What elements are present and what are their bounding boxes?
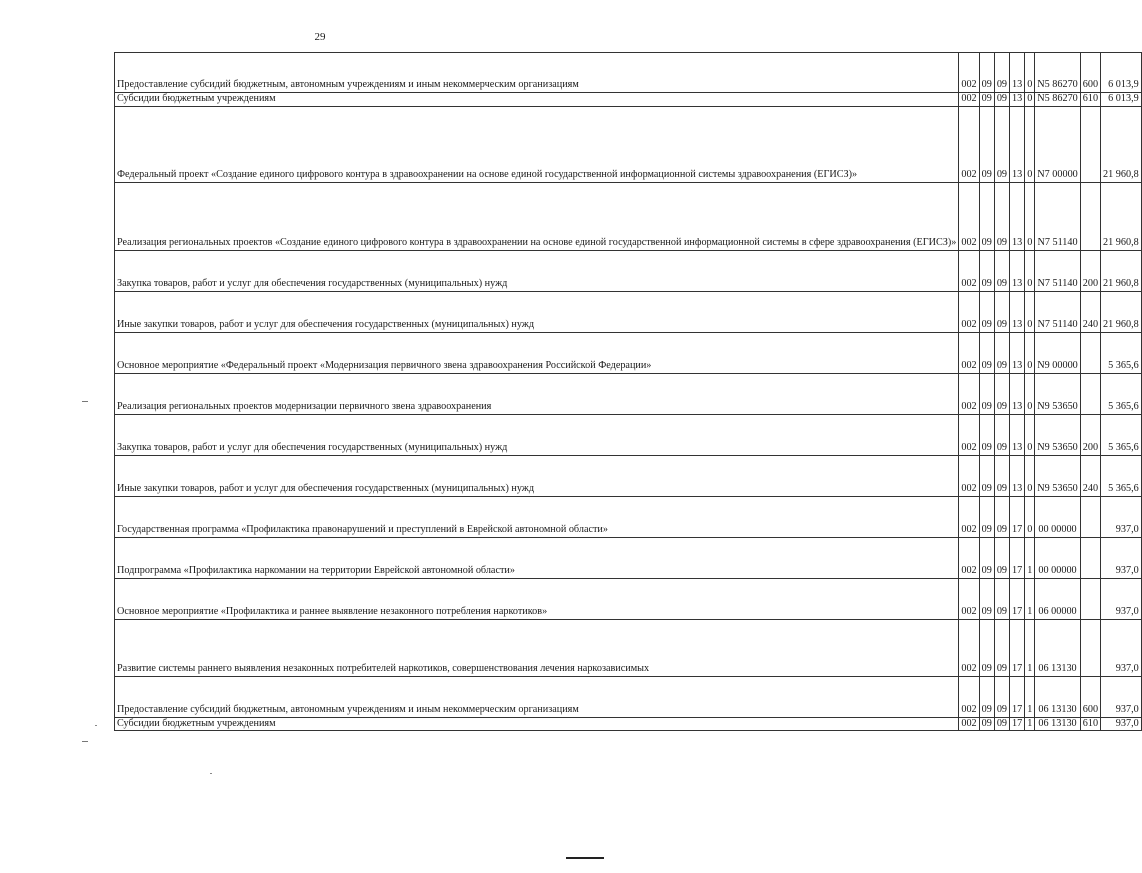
subsection-code: 09 <box>994 676 1009 717</box>
expense-type-code <box>1080 373 1100 414</box>
amount-cell: 5 365,6 <box>1101 373 1142 414</box>
amount-cell: 5 365,6 <box>1101 414 1142 455</box>
program-code: 13 <box>1010 106 1025 182</box>
subprogram-code: 1 <box>1025 619 1035 676</box>
table-body <box>115 53 1142 731</box>
subprogram-code: 0 <box>1025 291 1035 332</box>
table-row <box>115 619 1142 676</box>
program-code: 13 <box>1010 53 1025 93</box>
section-code: 09 <box>979 291 994 332</box>
program-code: 17 <box>1010 676 1025 717</box>
subprogram-code: 0 <box>1025 93 1035 107</box>
target-article-code: N7 51140 <box>1035 182 1080 250</box>
ministry-code: 002 <box>959 182 979 250</box>
section-code: 09 <box>979 182 994 250</box>
expense-type-code: 240 <box>1080 291 1100 332</box>
section-code: 09 <box>979 717 994 731</box>
program-code: 17 <box>1010 496 1025 537</box>
program-code: 13 <box>1010 291 1025 332</box>
ministry-code: 002 <box>959 373 979 414</box>
target-article-code: N7 00000 <box>1035 106 1080 182</box>
amount-cell: 937,0 <box>1101 717 1142 731</box>
bottom-rule <box>566 857 604 859</box>
amount-cell: 937,0 <box>1101 578 1142 619</box>
ministry-code: 002 <box>959 93 979 107</box>
program-code: 13 <box>1010 373 1025 414</box>
table-row <box>115 676 1142 717</box>
subprogram-code: 0 <box>1025 53 1035 93</box>
expense-type-code <box>1080 537 1100 578</box>
table-row <box>115 578 1142 619</box>
table-row <box>115 496 1142 537</box>
amount-cell: 21 960,8 <box>1101 291 1142 332</box>
subprogram-code: 0 <box>1025 496 1035 537</box>
ministry-code: 002 <box>959 250 979 291</box>
ministry-code: 002 <box>959 676 979 717</box>
ministry-code: 002 <box>959 496 979 537</box>
program-code: 13 <box>1010 455 1025 496</box>
subsection-code: 09 <box>994 578 1009 619</box>
program-code: 13 <box>1010 93 1025 107</box>
expense-type-code <box>1080 106 1100 182</box>
row-name: Предоставление субсидий бюджетным, автономным учреждениям и иным некоммерческим организациям <box>115 53 959 93</box>
subsection-code: 09 <box>994 717 1009 731</box>
subprogram-code: 0 <box>1025 250 1035 291</box>
amount-cell: 937,0 <box>1101 537 1142 578</box>
ministry-code: 002 <box>959 717 979 731</box>
expense-type-code <box>1080 496 1100 537</box>
section-code: 09 <box>979 455 994 496</box>
ministry-code: 002 <box>959 537 979 578</box>
subsection-code: 09 <box>994 373 1009 414</box>
target-article-code: N7 51140 <box>1035 291 1080 332</box>
target-article-code: N9 53650 <box>1035 414 1080 455</box>
amount-cell: 6 013,9 <box>1101 93 1142 107</box>
amount-cell: 937,0 <box>1101 496 1142 537</box>
section-code: 09 <box>979 250 994 291</box>
amount-cell: 21 960,8 <box>1101 182 1142 250</box>
program-code: 17 <box>1010 619 1025 676</box>
row-name: Основное мероприятие «Федеральный проект «Модернизация первичного звена здравоохранения Российской Федерации» <box>115 332 959 373</box>
subprogram-code: 0 <box>1025 332 1035 373</box>
row-name: Государственная программа «Профилактика правонарушений и преступлений в Еврейской автономной области» <box>115 496 959 537</box>
table-row <box>115 332 1142 373</box>
page-number: 29 <box>314 31 326 43</box>
subprogram-code: 1 <box>1025 537 1035 578</box>
subsection-code: 09 <box>994 414 1009 455</box>
section-code: 09 <box>979 619 994 676</box>
expense-type-code <box>1080 182 1100 250</box>
expense-type-code: 600 <box>1080 53 1100 93</box>
target-article-code: 06 13130 <box>1035 619 1080 676</box>
subsection-code: 09 <box>994 182 1009 250</box>
row-name: Закупка товаров, работ и услуг для обеспечения государственных (муниципальных) нужд <box>115 414 959 455</box>
ministry-code: 002 <box>959 578 979 619</box>
row-name: Реализация региональных проектов «Создание единого цифрового контура в здравоохранении на основе единой государственной информационной системы в сфере здравоохранения (ЕГИСЗ)» <box>115 182 959 250</box>
ministry-code: 002 <box>959 414 979 455</box>
subsection-code: 09 <box>994 291 1009 332</box>
margin-mark <box>82 741 88 742</box>
scan-dot <box>95 725 97 726</box>
row-name: Подпрограмма «Профилактика наркомании на территории Еврейской автономной области» <box>115 537 959 578</box>
expense-type-code: 200 <box>1080 250 1100 291</box>
expense-type-code <box>1080 578 1100 619</box>
section-code: 09 <box>979 373 994 414</box>
subprogram-code: 1 <box>1025 717 1035 731</box>
program-code: 13 <box>1010 414 1025 455</box>
table-row <box>115 250 1142 291</box>
row-name: Иные закупки товаров, работ и услуг для обеспечения государственных (муниципальных) нужд <box>115 455 959 496</box>
section-code: 09 <box>979 332 994 373</box>
amount-cell: 937,0 <box>1101 676 1142 717</box>
subprogram-code: 0 <box>1025 106 1035 182</box>
program-code: 13 <box>1010 250 1025 291</box>
subsection-code: 09 <box>994 250 1009 291</box>
amount-cell: 937,0 <box>1101 619 1142 676</box>
section-code: 09 <box>979 93 994 107</box>
table-row <box>115 414 1142 455</box>
table-row <box>115 53 1142 93</box>
margin-mark <box>82 401 88 402</box>
section-code: 09 <box>979 53 994 93</box>
program-code: 13 <box>1010 182 1025 250</box>
amount-cell: 5 365,6 <box>1101 455 1142 496</box>
subprogram-code: 0 <box>1025 414 1035 455</box>
target-article-code: N5 86270 <box>1035 53 1080 93</box>
expense-type-code: 600 <box>1080 676 1100 717</box>
section-code: 09 <box>979 676 994 717</box>
ministry-code: 002 <box>959 106 979 182</box>
scan-dot <box>210 773 212 774</box>
row-name: Реализация региональных проектов модернизации первичного звена здравоохранения <box>115 373 959 414</box>
expense-type-code: 240 <box>1080 455 1100 496</box>
subsection-code: 09 <box>994 619 1009 676</box>
subsection-code: 09 <box>994 53 1009 93</box>
budget-table <box>114 52 1142 731</box>
expense-type-code: 610 <box>1080 93 1100 107</box>
row-name: Закупка товаров, работ и услуг для обеспечения государственных (муниципальных) нужд <box>115 250 959 291</box>
target-article-code: 06 13130 <box>1035 676 1080 717</box>
row-name: Субсидии бюджетным учреждениям <box>115 717 959 731</box>
program-code: 17 <box>1010 578 1025 619</box>
subsection-code: 09 <box>994 537 1009 578</box>
table-row <box>115 93 1142 107</box>
subprogram-code: 0 <box>1025 455 1035 496</box>
expense-type-code <box>1080 619 1100 676</box>
row-name: Федеральный проект «Создание единого цифрового контура в здравоохранении на основе единой государственной информационной системы здравоохранения (ЕГИСЗ)» <box>115 106 959 182</box>
ministry-code: 002 <box>959 291 979 332</box>
program-code: 17 <box>1010 537 1025 578</box>
expense-type-code <box>1080 332 1100 373</box>
target-article-code: 06 00000 <box>1035 578 1080 619</box>
table-row <box>115 537 1142 578</box>
section-code: 09 <box>979 537 994 578</box>
table-row <box>115 455 1142 496</box>
program-code: 17 <box>1010 717 1025 731</box>
section-code: 09 <box>979 578 994 619</box>
target-article-code: N7 51140 <box>1035 250 1080 291</box>
subsection-code: 09 <box>994 93 1009 107</box>
subprogram-code: 0 <box>1025 373 1035 414</box>
ministry-code: 002 <box>959 455 979 496</box>
amount-cell: 21 960,8 <box>1101 106 1142 182</box>
section-code: 09 <box>979 106 994 182</box>
target-article-code: 00 00000 <box>1035 537 1080 578</box>
table-row <box>115 182 1142 250</box>
row-name: Иные закупки товаров, работ и услуг для обеспечения государственных (муниципальных) нужд <box>115 291 959 332</box>
ministry-code: 002 <box>959 619 979 676</box>
target-article-code: N5 86270 <box>1035 93 1080 107</box>
section-code: 09 <box>979 414 994 455</box>
subprogram-code: 1 <box>1025 676 1035 717</box>
row-name: Предоставление субсидий бюджетным, автономным учреждениям и иным некоммерческим организациям <box>115 676 959 717</box>
row-name: Субсидии бюджетным учреждениям <box>115 93 959 107</box>
table-row <box>115 106 1142 182</box>
expense-type-code: 610 <box>1080 717 1100 731</box>
section-code: 09 <box>979 496 994 537</box>
table-row <box>115 291 1142 332</box>
ministry-code: 002 <box>959 332 979 373</box>
target-article-code: 06 13130 <box>1035 717 1080 731</box>
table-row <box>115 717 1142 731</box>
program-code: 13 <box>1010 332 1025 373</box>
ministry-code: 002 <box>959 53 979 93</box>
amount-cell: 5 365,6 <box>1101 332 1142 373</box>
amount-cell: 6 013,9 <box>1101 53 1142 93</box>
expense-type-code: 200 <box>1080 414 1100 455</box>
row-name: Основное мероприятие «Профилактика и раннее выявление незаконного потребления наркотиков» <box>115 578 959 619</box>
subsection-code: 09 <box>994 455 1009 496</box>
target-article-code: 00 00000 <box>1035 496 1080 537</box>
target-article-code: N9 53650 <box>1035 455 1080 496</box>
subsection-code: 09 <box>994 106 1009 182</box>
subprogram-code: 1 <box>1025 578 1035 619</box>
subsection-code: 09 <box>994 496 1009 537</box>
target-article-code: N9 00000 <box>1035 332 1080 373</box>
table-row <box>115 373 1142 414</box>
row-name: Развитие системы раннего выявления незаконных потребителей наркотиков, совершенствования лечения наркозависимых <box>115 619 959 676</box>
subprogram-code: 0 <box>1025 182 1035 250</box>
amount-cell: 21 960,8 <box>1101 250 1142 291</box>
target-article-code: N9 53650 <box>1035 373 1080 414</box>
subsection-code: 09 <box>994 332 1009 373</box>
